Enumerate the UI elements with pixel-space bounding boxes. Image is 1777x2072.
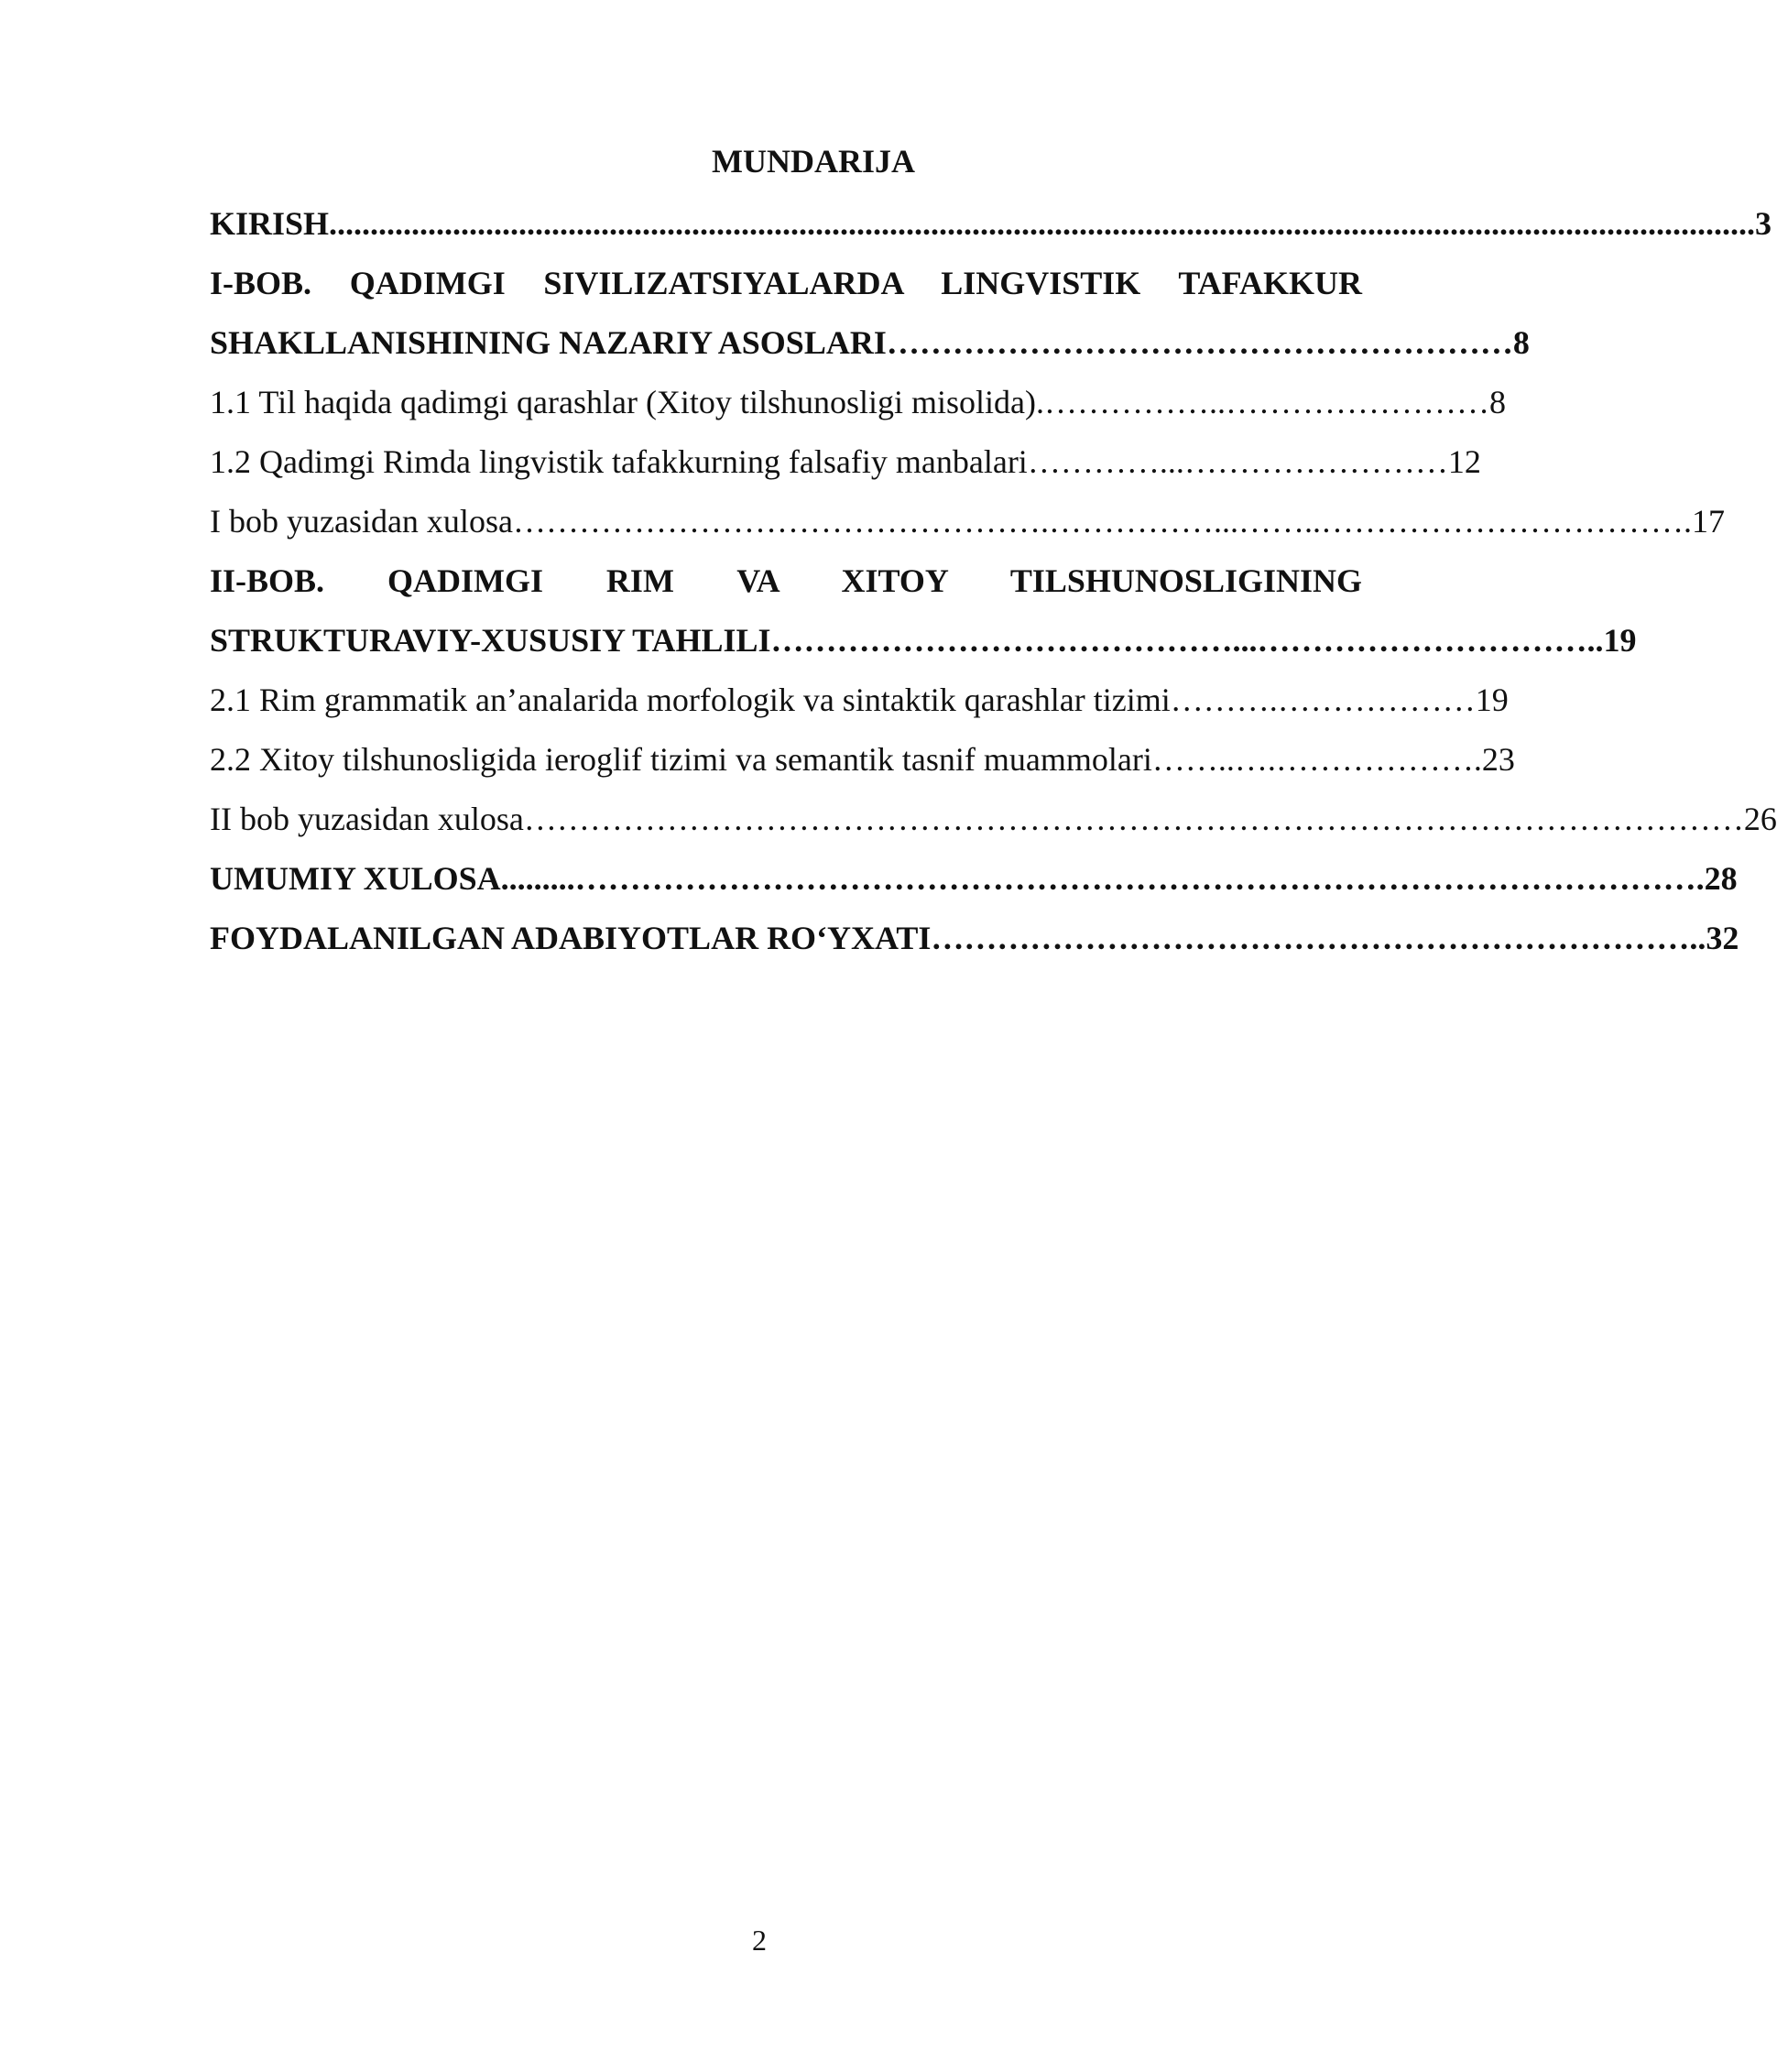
toc-entry-chapter-2-line1: II-BOB. QADIMGI RIM VA XITOY TILSHUNOSLIGINING bbox=[210, 562, 1362, 599]
table-of-contents bbox=[210, 136, 1777, 968]
toc-entry-2-1 bbox=[210, 671, 1509, 730]
page-number: 2 bbox=[752, 1924, 767, 1957]
toc-page-number: .3 bbox=[1747, 205, 1772, 242]
toc-page-number: 19 bbox=[1475, 682, 1509, 718]
toc-entry-kirish bbox=[210, 194, 1772, 254]
toc-entry-text: 2.2 Xitoy tilshunosligida ieroglif tizimi va semantik tasnif muammolari bbox=[210, 741, 1152, 778]
toc-page-number: 12 bbox=[1447, 443, 1481, 480]
toc-leader-dots: ……..….……………… bbox=[1151, 741, 1474, 778]
toc-leader-dots: ……………………………………...………………………… bbox=[770, 622, 1587, 659]
toc-title: MUNDARIJA bbox=[712, 143, 915, 180]
toc-entry-chapter-1 bbox=[210, 313, 1530, 373]
toc-entry-text: II bob yuzasidan xulosa bbox=[210, 801, 524, 837]
toc-entry-references bbox=[210, 909, 1739, 968]
toc-entry-chapter-2 bbox=[210, 611, 1637, 671]
toc-leader-dots: ………………………………………….……………...……..…………………………… bbox=[512, 503, 1684, 540]
toc-entry-text: 2.1 Rim grammatik an’analarida morfologik va sintaktik qarashlar tizimi bbox=[210, 682, 1171, 718]
toc-page-number: .23 bbox=[1473, 741, 1515, 778]
toc-entry-text: I bob yuzasidan xulosa bbox=[210, 503, 513, 540]
toc-entry-text: 1.1 Til haqida qadimgi qarashlar (Xitoy tilshunosligi misolida). bbox=[210, 384, 1044, 420]
toc-leader-dots: ……….……………… bbox=[1170, 682, 1476, 718]
toc-entry-text: SHAKLLANISHINING NAZARIY ASOSLARI bbox=[210, 324, 887, 361]
toc-entry-1-1 bbox=[210, 373, 1506, 432]
toc-entry-1-2 bbox=[210, 432, 1481, 492]
toc-entry-chapter-1-line1: I-BOB. QADIMGI SIVILIZATSIYALARDA LINGVISTIK TAFAKKUR bbox=[210, 265, 1362, 301]
toc-entry-text: FOYDALANILGAN ADABIYOTLAR RO‘YXATI bbox=[210, 920, 932, 956]
toc-leader-dots: …………………………………………………………… bbox=[931, 920, 1690, 956]
toc-entry-conclusion bbox=[210, 849, 1738, 909]
toc-leader-dots: …………...…………………… bbox=[1027, 443, 1448, 480]
toc-leader-dots: ………………………………………………… bbox=[886, 324, 1513, 361]
toc-page-number: .28 bbox=[1695, 860, 1738, 897]
toc-page-number: ..19 bbox=[1586, 622, 1637, 659]
toc-entry-text: KIRISH bbox=[210, 205, 330, 242]
toc-entry-chapter-1-summary bbox=[210, 492, 1725, 551]
toc-entry-2-2 bbox=[210, 730, 1515, 790]
toc-leader-dots: .........………………………………………………………………………………………… bbox=[500, 860, 1696, 897]
toc-leader-dots: ………………………………………………………………………………………………… bbox=[523, 801, 1744, 837]
toc-page-number: .17 bbox=[1683, 503, 1725, 540]
toc-entry-text: STRUKTURAVIY-XUSUSIY TAHLILI bbox=[210, 622, 771, 659]
toc-page-number: 26 bbox=[1743, 801, 1777, 837]
toc-entry-chapter-2-summary bbox=[210, 790, 1777, 849]
toc-page-number: 8 bbox=[1512, 324, 1530, 361]
toc-leader-dots: ……………..…………………… bbox=[1043, 384, 1489, 420]
toc-entry-text: 1.2 Qadimgi Rimda lingvistik tafakkurning falsafiy manbalari bbox=[210, 443, 1028, 480]
toc-page-number: ..32 bbox=[1689, 920, 1739, 956]
toc-leader-dots: ............................................................................................................................................................................ bbox=[329, 205, 1748, 242]
toc-entry-text: UMUMIY XULOSA bbox=[210, 860, 501, 897]
toc-page-number: 8 bbox=[1488, 384, 1506, 420]
